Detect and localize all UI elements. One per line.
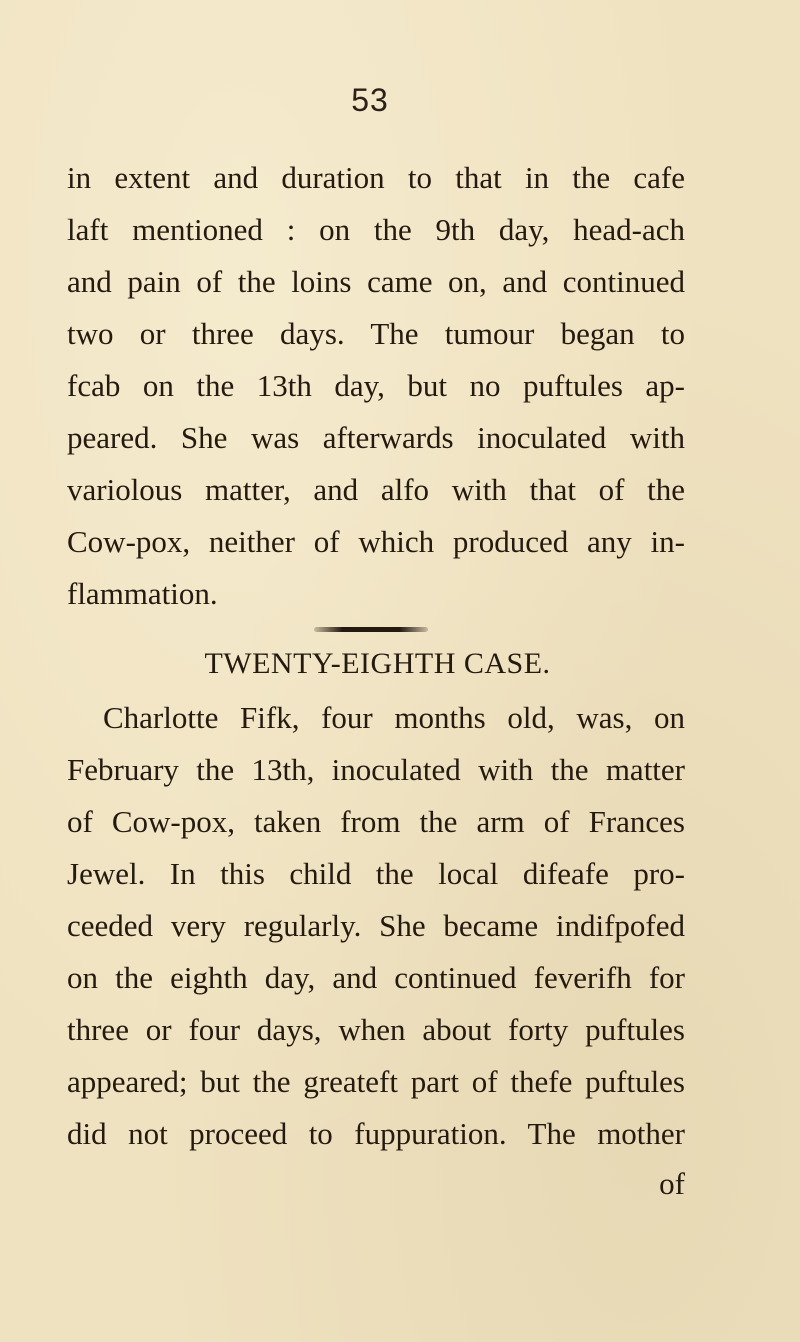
text-line: in extent and duration to that in the cafe xyxy=(67,160,685,195)
text-line: peared. She was afterwards inoculated with xyxy=(67,420,685,455)
text-line: Jewel. In this child the local difeafe pro- xyxy=(67,856,685,891)
text-line: of Cow-pox, taken from the arm of Frances xyxy=(67,804,685,839)
page-number: 53 xyxy=(351,82,389,118)
text-line: two or three days. The tumour began to xyxy=(67,316,685,351)
text-line: Charlotte Fifk, four months old, was, on xyxy=(103,700,685,735)
catchword: of xyxy=(659,1166,685,1201)
text-line: appeared; but the greateft part of thefe puftules xyxy=(67,1064,685,1099)
section-divider-rule xyxy=(314,627,428,632)
text-line: February the 13th, inoculated with the matter xyxy=(67,752,685,787)
section-heading: TWENTY-EIGHTH CASE. xyxy=(204,647,551,680)
text-line: and pain of the loins came on, and continued xyxy=(67,264,685,299)
text-line: laft mentioned : on the 9th day, head-ach xyxy=(67,212,685,247)
text-line: on the eighth day, and continued feverifh for xyxy=(67,960,685,995)
text-line: ceeded very regularly. She became indifpofed xyxy=(67,908,685,943)
text-line: three or four days, when about forty puftules xyxy=(67,1012,685,1047)
text-line: fcab on the 13th day, but no puftules ap- xyxy=(67,368,685,403)
text-line: Cow-pox, neither of which produced any in- xyxy=(67,524,685,559)
text-line: variolous matter, and alfo with that of the xyxy=(67,472,685,507)
text-line: did not proceed to fuppuration. The mother xyxy=(67,1116,685,1151)
text-line: flammation. xyxy=(67,576,218,611)
